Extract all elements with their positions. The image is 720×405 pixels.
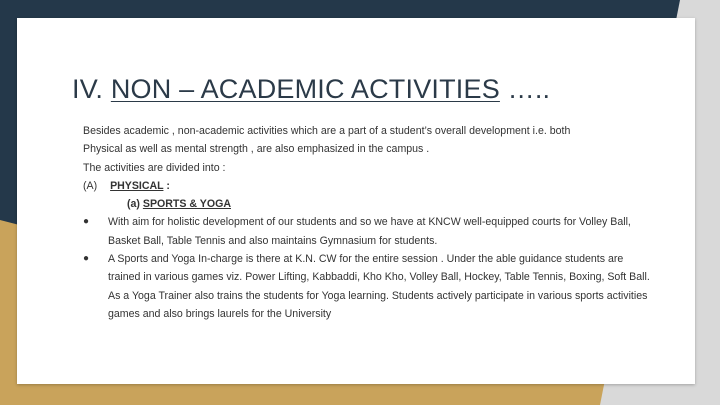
slide-title xyxy=(72,74,550,105)
title-underlined: NON – ACADEMIC ACTIVITIES xyxy=(110,74,500,104)
section-a-title: PHYSICAL xyxy=(110,179,164,192)
title-prefix: IV. xyxy=(72,74,111,104)
intro-line-1: Besides academic , non-academic activities which are a part of a student’s overall development i.e. both xyxy=(83,125,571,137)
intro-line-2: Physical as well as mental strength , are also emphasized in the campus . xyxy=(83,143,430,156)
list-item xyxy=(83,250,653,323)
bullet-text-2: A Sports and Yoga In-charge is there at K.N. CW for the entire session . Under the able guidance students are trained in various games viz. Power Lifting, Kabbaddi, Kho Kho, Volley Ball, Hockey, Table Tennis, Boxing, Soft Ball. As a Yoga Trainer also trains the students for Yoga learning. Students actively participate in various sports activities games and also brings laurels for the University xyxy=(108,253,650,320)
sub-a-heading xyxy=(83,195,653,213)
slide-body xyxy=(83,122,653,323)
divided-line: The activities are divided into : xyxy=(83,161,226,174)
section-a-heading xyxy=(83,177,653,195)
title-suffix: ….. xyxy=(499,74,551,104)
section-a-label: (A) xyxy=(83,179,98,192)
bullet-text-1: With aim for holistic development of our students and so we have at KNCW well-equipped courts for Volley Ball, Basket Ball, Table Tennis and also maintains Gymnasium for students. xyxy=(108,216,631,247)
sub-a-prefix: (a) xyxy=(127,198,143,211)
sub-a-title: SPORTS & YOGA xyxy=(142,198,231,211)
list-item xyxy=(83,213,653,250)
bullet-icon: ● xyxy=(83,216,90,228)
section-a-colon: : xyxy=(163,179,170,192)
bullet-icon: ● xyxy=(83,253,90,265)
